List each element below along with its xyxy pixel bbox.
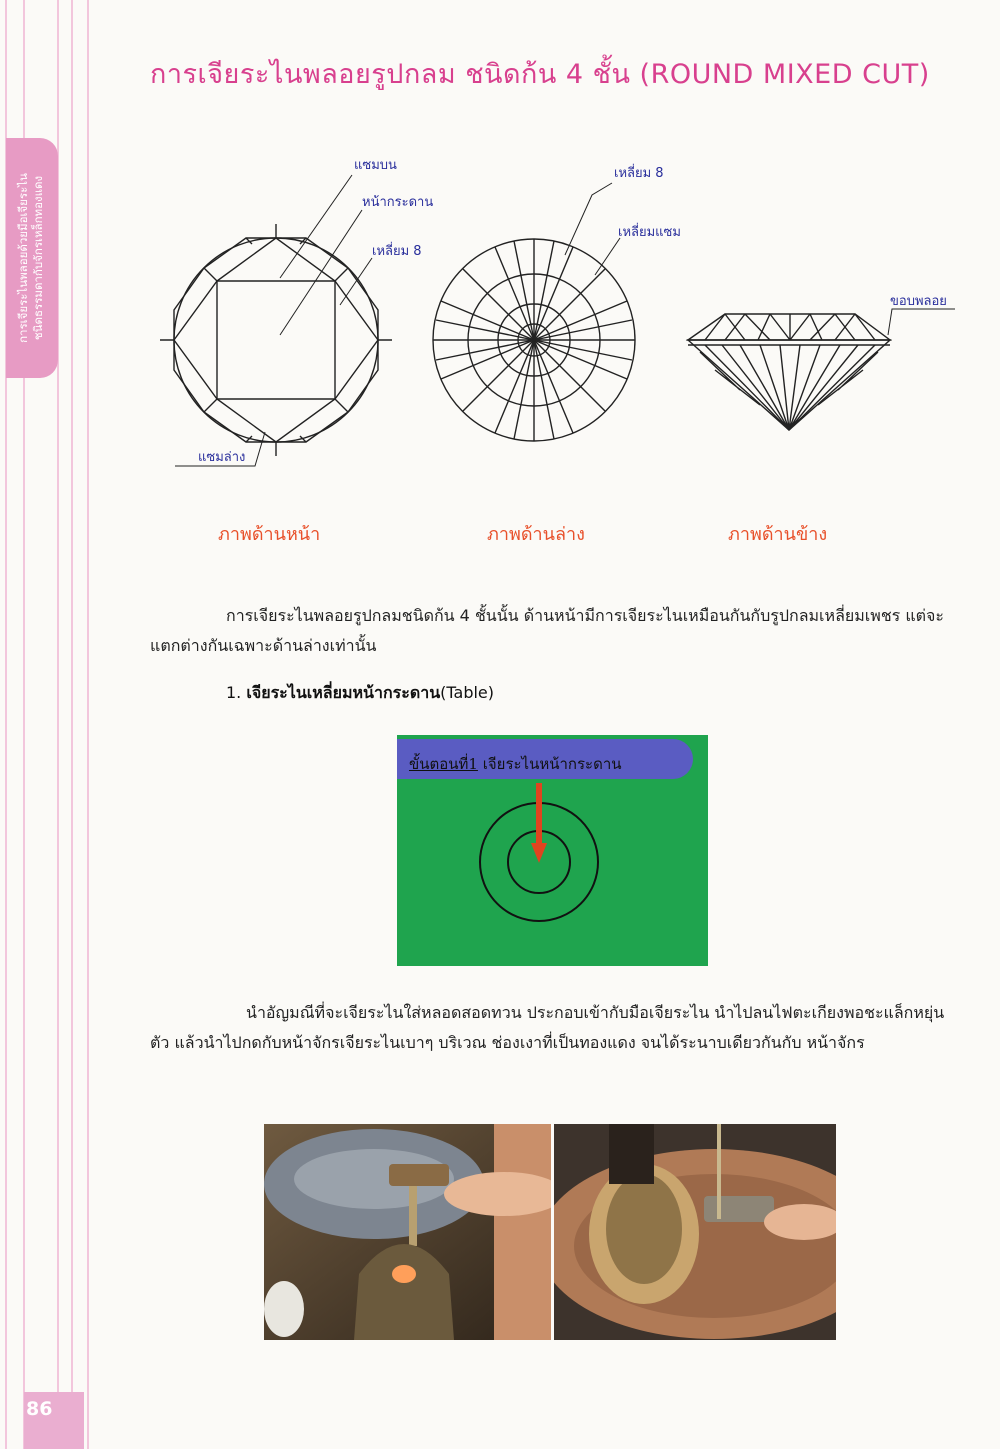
step1-heading	[226, 681, 494, 706]
step1-banner-desc: เจียระไนหน้ากระดาน	[482, 755, 622, 773]
caption-bottom-view: ภาพด้านล่าง	[487, 524, 585, 545]
intro-paragraph	[150, 601, 958, 661]
caption-front-view: ภาพด้านหน้า	[218, 524, 321, 545]
bottom-view-leaders	[565, 183, 620, 275]
body-paragraph-text: นำอัญมณีที่จะเจียระไนใส่หลอดสอดทวน ประกอบเข้ากับมือเจียระไน นำไปลนไฟตะเกียงพอชะแล็กหยุ่นตัว แล้วนำไปกดกับหน้าจักรเจียระไนเบาๆ บริเวณ ช่องเงาที่เป็นทองแดง จนได้ระนาบเดียวกันกับ หน้าจักร	[150, 1003, 945, 1052]
intro-paragraph-text: การเจียระไนพลอยรูปกลมชนิดก้น 4 ชั้นนั้น ด้านหน้ามีการเจียระไนเหมือนกันกับรูปกลมเหลี่ยมเพชร แต่จะแตกต่างกันเฉพาะด้านล่างเท่านั้น	[150, 606, 945, 655]
step1-number: 1.	[226, 683, 242, 702]
chapter-side-tab-text	[16, 138, 46, 378]
side-view-diagram	[688, 314, 890, 430]
side-tab-line2: ชนิดธรรมดากับจักรเหล็กทองแดง	[31, 175, 45, 341]
step1-suffix: (Table)	[440, 683, 495, 702]
step1-illustration-panel	[397, 735, 708, 966]
label-bottom-main-facet: เหลี่ยม 8	[614, 166, 664, 181]
front-view-leaders	[175, 175, 372, 466]
gem-diagrams	[160, 148, 960, 468]
photo-heating-dop-stick	[264, 1124, 551, 1340]
body-paragraph	[150, 998, 958, 1058]
photo-grinding-wheel	[554, 1124, 836, 1340]
label-upper-star: แซมบน	[354, 158, 397, 173]
label-lower-star: แซมล่าง	[198, 450, 246, 465]
side-tab-line1: การเจียระไนพลอยด้วยมือเจียระไน	[16, 173, 30, 343]
bottom-view-diagram	[433, 239, 635, 441]
page-number: 86	[26, 1398, 53, 1420]
step1-banner-label: ขั้นตอนที่1	[409, 755, 478, 773]
label-bottom-star: เหลี่ยมแซม	[618, 225, 681, 240]
step1-target-diagram	[397, 735, 708, 966]
page-title: การเจียระไนพลอยรูปกลม ชนิดก้น 4 ชั้น (ROUND MIXED CUT)	[150, 59, 930, 90]
label-girdle: ขอบพลอย	[890, 294, 947, 309]
step1-bold-text: เจียระไนเหลี่ยมหน้ากระดาน	[246, 683, 441, 702]
side-view-leaders	[888, 309, 955, 335]
front-view-diagram	[160, 224, 392, 456]
caption-side-view: ภาพด้านข้าง	[728, 524, 828, 545]
label-main-facet: เหลี่ยม 8	[372, 244, 422, 259]
label-table: หน้ากระดาน	[362, 195, 434, 210]
